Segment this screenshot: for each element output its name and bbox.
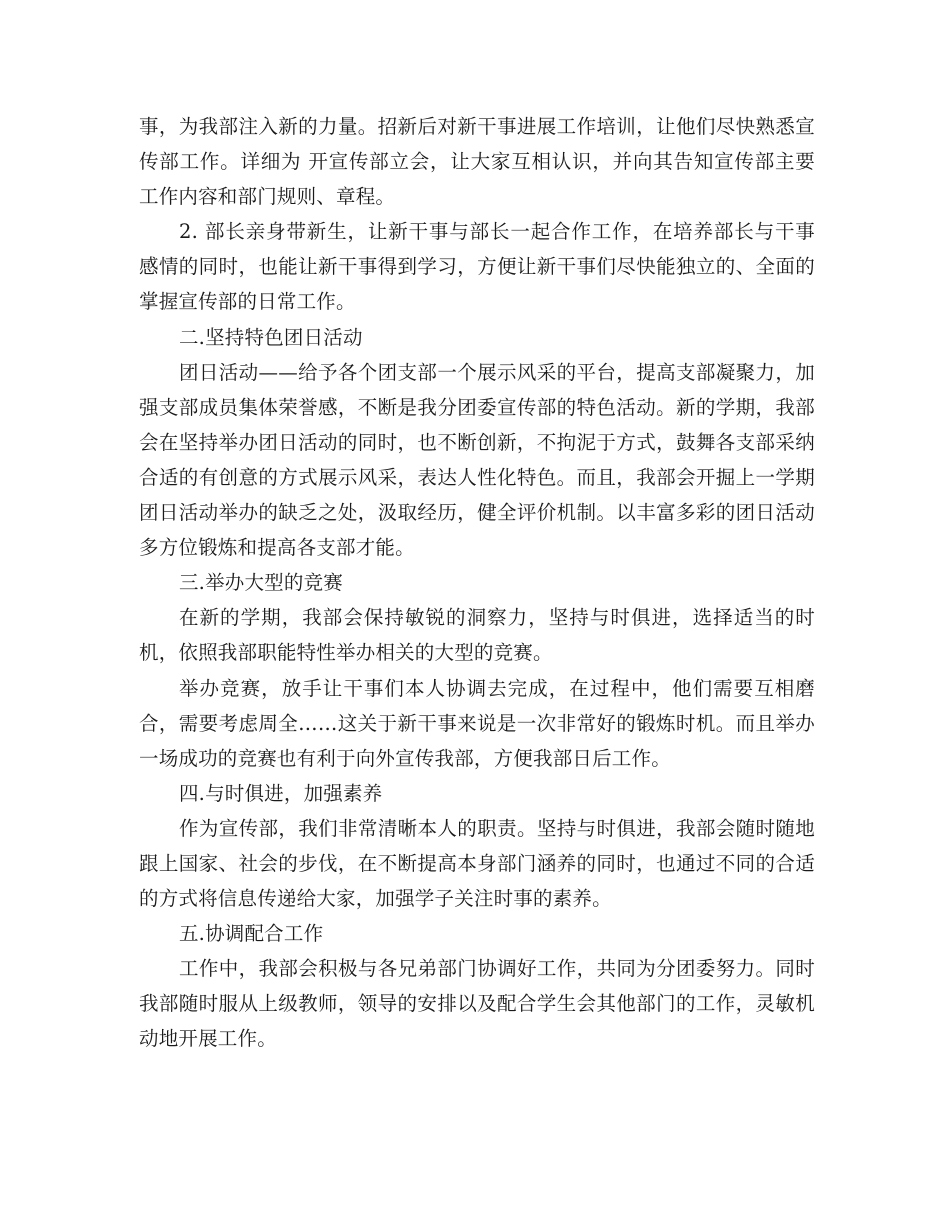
section-heading-cooperation: 五.协调配合工作	[178, 922, 324, 946]
section-heading-keep-pace: 四.与时俱进，加强素养	[178, 781, 383, 805]
paragraph-competition-organizing: 举办竞赛，放手让干事们本人协调去完成，在过程中，他们需要互相磨合，需要考虑周全……这关于新干事来说是一次非常好的锻炼时机。而且举办一场成功的竞赛也有利于向外宣传我部，方便我部日后工作。	[139, 676, 815, 770]
paragraph-keep-pace: 作为宣传部，我们非常清晰本人的职责。坚持与时俱进，我部会随时随地跟上国家、社会的步伐，在不断提高本身部门涵养的同时，也通过不同的合适的方式将信息传递给大家，加强学子关注时事的素养。	[139, 816, 815, 911]
paragraph-minister-mentoring: 2. 部长亲身带新生，让新干事与部长一起合作工作，在培养部长与干事感情的同时，也能让新干事得到学习，方便让新干事们尽快能独立的、全面的掌握宣传部的日常工作。	[139, 220, 815, 314]
document-body	[139, 109, 815, 1057]
section-heading-competition: 三.举办大型的竞赛	[178, 571, 343, 595]
paragraph-league-day: 团日活动——给予各个团支部一个展示风采的平台，提高支部凝聚力，加强支部成员集体荣誉感，不断是我分团委宣传部的特色活动。新的学期，我部会在坚持举办团日活动的同时，也不断创新，不拘泥于方式，鼓舞各支部采纳合适的有创意的方式展示风采，表达人性化特色。而且，我部会开掘上一学期团日活动举办的缺乏之处，汲取经历，健全评价机制。以丰富多彩的团日活动多方位锻炼和提高各支部才能。	[139, 360, 815, 560]
paragraph-competition-timing: 在新的学期，我部会保持敏锐的洞察力，坚持与时俱进，选择适当的时机，依照我部职能特性举办相关的大型的竞赛。	[139, 606, 815, 665]
section-heading-league-day: 二.坚持特色团日活动	[178, 325, 363, 349]
paragraph-recruit-training: 事，为我部注入新的力量。招新后对新干事进展工作培训，让他们尽快熟悉宣传部工作。详细为 开宣传部立会，让大家互相认识，并向其告知宣传部主要工作内容和部门规则、章程。	[139, 115, 815, 209]
paragraph-cooperation: 工作中，我部会积极与各兄弟部门协调好工作，共同为分团委努力。同时我部随时服从上级教师，领导的安排以及配合学生会其他部门的工作，灵敏机动地开展工作。	[139, 957, 815, 1051]
